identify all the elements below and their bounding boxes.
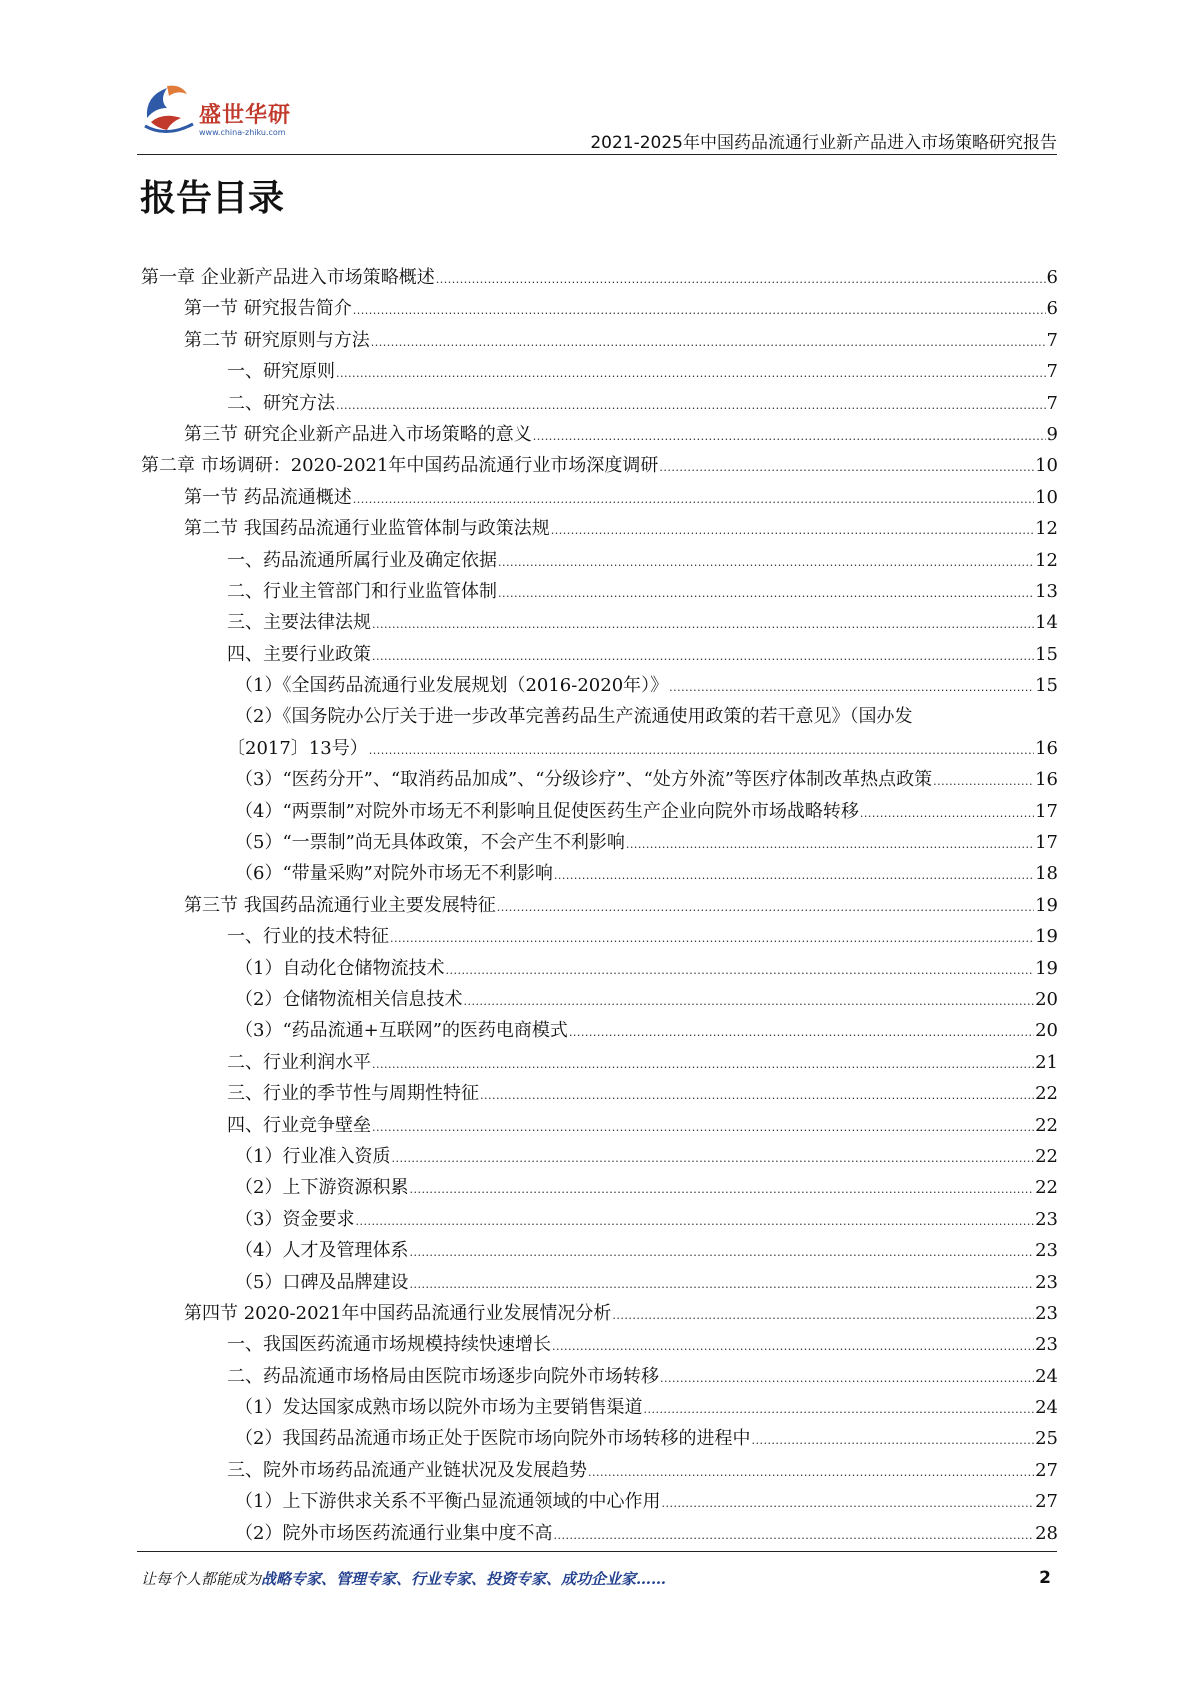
toc-entry[interactable]: [141, 1267, 1058, 1298]
toc-entry-text: 第四节 2020-2021年中国药品流通行业发展情况分析: [184, 1302, 612, 1324]
toc-leader-dots: [669, 672, 1034, 703]
toc-leader-dots: [353, 295, 1046, 326]
toc-entry[interactable]: [141, 1172, 1058, 1203]
toc-leader-dots: [498, 547, 1034, 578]
toc-page-number: 23: [1035, 1208, 1058, 1230]
toc-leader-dots: [409, 1237, 1034, 1268]
toc-page-number: 27: [1035, 1491, 1058, 1513]
toc-page-number: 12: [1035, 518, 1058, 540]
toc-leader-dots: [659, 452, 1034, 483]
toc-entry[interactable]: [141, 670, 1058, 701]
toc-entry-text: 一、行业的技术特征: [227, 926, 389, 948]
toc-leader-dots: [661, 1488, 1034, 1519]
toc-entry[interactable]: [141, 984, 1058, 1015]
toc-entry-text: （3）“医药分开”、“取消药品加成”、“分级诊疗”、“处方外流”等医疗体制改革热点政策: [235, 769, 933, 791]
toc-leader-dots: [336, 390, 1046, 421]
toc-entry-text: （4）人才及管理体系: [235, 1240, 409, 1262]
toc-page-number: 15: [1035, 643, 1058, 665]
footer-divider: [137, 1551, 1057, 1552]
toc-page-number: 17: [1035, 800, 1058, 822]
toc-entry-text: （2）上下游资源积累: [235, 1177, 409, 1199]
toc-entry[interactable]: [141, 827, 1058, 858]
toc-page-number: 19: [1035, 957, 1058, 979]
toc-entry-text: （5）口碑及品牌建设: [235, 1271, 409, 1293]
toc-page-number: 27: [1035, 1459, 1058, 1481]
toc-leader-dots: [372, 1049, 1034, 1080]
toc-entry[interactable]: [141, 1141, 1058, 1172]
toc-leader-dots: [860, 798, 1034, 829]
toc-leader-dots: [751, 1425, 1034, 1456]
toc-page-number: 10: [1035, 455, 1058, 477]
toc-entry[interactable]: [141, 796, 1058, 827]
toc-entry[interactable]: [141, 890, 1058, 921]
toc-entry-text: 三、主要法律法规: [227, 612, 371, 634]
toc-entry-text: 第二节 研究原则与方法: [184, 329, 370, 351]
toc-entry[interactable]: [141, 262, 1058, 293]
logo-emblem-icon: [137, 78, 201, 142]
toc-leader-dots: [409, 1269, 1034, 1300]
toc-leader-dots: [391, 1143, 1034, 1174]
toc-entry-text: 二、药品流通市场格局由医院市场逐步向院外市场转移: [227, 1365, 659, 1387]
toc-leader-dots: [372, 641, 1034, 672]
report-title: 2021-2025年中国药品流通行业新产品进入市场策略研究报告: [590, 133, 1057, 153]
toc-leader-dots: [933, 766, 1034, 797]
toc-entry-text: （3）资金要求: [235, 1208, 355, 1230]
toc-page-number: 7: [1046, 361, 1058, 383]
toc-entry-text: （2）我国药品流通市场正处于医院市场向院外市场转移的进程中: [235, 1428, 751, 1450]
toc-page-number: 23: [1035, 1240, 1058, 1262]
toc-entry-text: 第一章 企业新产品进入市场策略概述: [141, 267, 435, 288]
toc-page-number: 22: [1035, 1177, 1058, 1199]
toc-entry-text: 第二节 我国药品流通行业监管体制与政策法规: [184, 518, 550, 540]
toc-entry-text: （1）自动化仓储物流技术: [235, 957, 445, 979]
toc-leader-dots: [588, 1457, 1034, 1488]
toc-entry[interactable]: [141, 701, 1058, 732]
toc-page-number: 22: [1035, 1145, 1058, 1167]
toc-entry[interactable]: [141, 1329, 1058, 1360]
toc-leader-dots: [626, 829, 1034, 860]
toc-leader-dots: [643, 1394, 1034, 1425]
logo-text: 盛世华研: [199, 103, 292, 128]
toc-leader-dots: [372, 1112, 1034, 1143]
toc-page-number: 19: [1035, 894, 1058, 916]
toc-leader-dots: [497, 892, 1034, 923]
toc-page-number: 23: [1035, 1302, 1058, 1324]
toc-entry[interactable]: [141, 921, 1058, 952]
toc-leader-dots: [612, 1300, 1034, 1331]
toc-entry-text: 第一节 药品流通概述: [184, 486, 352, 508]
toc-leader-dots: [390, 923, 1034, 954]
toc-leader-dots: [498, 578, 1034, 609]
toc-entry[interactable]: [141, 1015, 1058, 1046]
toc-page-number: 13: [1035, 580, 1058, 602]
toc-entry[interactable]: [141, 1235, 1058, 1266]
toc-entry[interactable]: [141, 764, 1058, 795]
toc-page-number: 7: [1046, 329, 1058, 351]
page-header: [137, 78, 1057, 158]
toc-entry-text: 一、研究原则: [227, 361, 335, 383]
toc-page-number: 16: [1035, 737, 1058, 759]
toc-entry-text: （2）《国务院办公厅关于进一步改革完善药品生产流通使用政策的若干意见》（国办发: [235, 706, 913, 728]
toc-entry[interactable]: [141, 1078, 1058, 1109]
toc-entry[interactable]: [141, 545, 1058, 576]
toc-entry-text: 第三节 研究企业新产品进入市场策略的意义: [184, 423, 532, 445]
toc-page-number: 10: [1035, 486, 1058, 508]
toc-entry-text: 二、行业主管部门和行业监管体制: [227, 580, 497, 602]
toc-page-number: 24: [1035, 1365, 1058, 1387]
toc-page-number: 14: [1035, 612, 1058, 634]
toc-entry[interactable]: [141, 1047, 1058, 1078]
toc-entry[interactable]: [141, 1423, 1058, 1454]
toc-entry[interactable]: [141, 419, 1058, 450]
toc-leader-dots: [445, 955, 1034, 986]
toc-leader-dots: [533, 421, 1046, 452]
toc-entry[interactable]: [141, 1204, 1058, 1235]
toc-entry[interactable]: [141, 1455, 1058, 1486]
toc-entry[interactable]: [141, 733, 1058, 764]
toc-page-number: 21: [1035, 1051, 1058, 1073]
toc-entry[interactable]: [141, 388, 1058, 419]
toc-entry-text: 四、行业竞争壁垒: [227, 1114, 371, 1136]
toc-page-number: 12: [1035, 549, 1058, 571]
toc-entry[interactable]: [141, 953, 1058, 984]
toc-page-number: 23: [1035, 1334, 1058, 1356]
toc-leader-dots: [551, 515, 1034, 546]
footer-slogan-highlight: 战略专家、管理专家、行业专家、投资专家、成功企业家……: [261, 1570, 667, 1588]
toc-page-number: 9: [1046, 423, 1058, 445]
toc-entry-text: 二、研究方法: [227, 392, 335, 414]
page-number: 2: [1039, 1568, 1051, 1588]
toc-entry-text: 第三节 我国药品流通行业主要发展特征: [184, 894, 496, 916]
toc-entry[interactable]: [141, 1361, 1058, 1392]
toc-entry[interactable]: [141, 1486, 1058, 1517]
toc-entry-text: （5）“一票制”尚无具体政策，不会产生不利影响: [235, 832, 625, 854]
toc-entry-text: 三、行业的季节性与周期性特征: [227, 1083, 479, 1105]
toc-entry-text: （1）《全国药品流通行业发展规划（2016-2020年）》: [235, 675, 669, 697]
toc-leader-dots: [552, 1331, 1034, 1362]
toc-leader-dots: [409, 1174, 1034, 1205]
toc-page-number: 22: [1035, 1114, 1058, 1136]
toc-leader-dots: [355, 1206, 1034, 1237]
toc-page-number: 20: [1035, 988, 1058, 1010]
toc-page-number: 18: [1035, 863, 1058, 885]
toc-entry[interactable]: [141, 325, 1058, 356]
toc-leader-dots: [369, 735, 1034, 766]
toc-entry[interactable]: [141, 1518, 1058, 1549]
toc-entry-text: （3）“药品流通+互联网”的医药电商模式: [235, 1020, 568, 1042]
toc-page-number: 22: [1035, 1083, 1058, 1105]
table-of-contents: [141, 262, 1058, 1549]
toc-entry[interactable]: [141, 1110, 1058, 1141]
toc-page-number: 23: [1035, 1271, 1058, 1293]
toc-entry-text: 二、行业利润水平: [227, 1051, 371, 1073]
toc-entry[interactable]: [141, 293, 1058, 324]
toc-entry-text: （2）院外市场医药流通行业集中度不高: [235, 1522, 553, 1544]
toc-entry[interactable]: [141, 639, 1058, 670]
toc-leader-dots: [553, 1520, 1034, 1551]
toc-entry[interactable]: [141, 858, 1058, 889]
page-title: 报告目录: [140, 178, 285, 219]
toc-entry-text: 一、我国医药流通市场规模持续快速增长: [227, 1334, 551, 1356]
toc-page-number: 19: [1035, 926, 1058, 948]
toc-entry[interactable]: [141, 576, 1058, 607]
toc-entry-text: 四、主要行业政策: [227, 643, 371, 665]
toc-entry-text: 三、院外市场药品流通产业链状况及发展趋势: [227, 1459, 587, 1481]
toc-page-number: 20: [1035, 1020, 1058, 1042]
toc-page-number: 17: [1035, 832, 1058, 854]
toc-page-number: 7: [1046, 392, 1058, 414]
toc-entry[interactable]: [141, 450, 1058, 481]
toc-entry-text: （1）上下游供求关系不平衡凸显流通领域的中心作用: [235, 1491, 661, 1513]
toc-page-number: 15: [1035, 675, 1058, 697]
toc-entry[interactable]: [141, 482, 1058, 513]
toc-leader-dots: [372, 609, 1034, 640]
toc-page-number: 16: [1035, 769, 1058, 791]
toc-page-number: 24: [1035, 1397, 1058, 1419]
page-footer: [141, 1568, 1051, 1592]
toc-entry[interactable]: [141, 1298, 1058, 1329]
toc-page-number: 25: [1035, 1428, 1058, 1450]
toc-entry-text: （4）“两票制”对院外市场无不利影响且促使医药生产企业向院外市场战略转移: [235, 800, 859, 822]
toc-entry-text: （1）发达国家成熟市场以院外市场为主要销售渠道: [235, 1397, 643, 1419]
toc-leader-dots: [463, 986, 1034, 1017]
toc-entry[interactable]: [141, 356, 1058, 387]
toc-page-number: 6: [1046, 298, 1058, 320]
header-divider: [137, 154, 1057, 155]
toc-entry-text: 一、药品流通所属行业及确定依据: [227, 549, 497, 571]
toc-entry[interactable]: [141, 1392, 1058, 1423]
toc-entry-text: （1）行业准入资质: [235, 1145, 391, 1167]
toc-entry-text: 第二章 市场调研：2020-2021年中国药品流通行业市场深度调研: [141, 455, 659, 477]
footer-slogan-prefix: 让每个人都能成为: [141, 1570, 262, 1588]
toc-entry-text: 〔2017〕13号）: [227, 737, 368, 759]
toc-leader-dots: [353, 484, 1034, 515]
toc-leader-dots: [371, 327, 1046, 358]
toc-entry-text: （6）“带量采购”对院外市场无不利影响: [235, 863, 553, 885]
toc-page-number: 28: [1035, 1522, 1058, 1544]
toc-leader-dots: [660, 1363, 1034, 1394]
toc-entry[interactable]: [141, 513, 1058, 544]
toc-leader-dots: [569, 1017, 1034, 1048]
toc-entry[interactable]: [141, 607, 1058, 638]
toc-leader-dots: [480, 1080, 1034, 1111]
toc-leader-dots: [336, 358, 1046, 389]
logo-url: www.china-zhiku.com: [199, 128, 286, 137]
toc-page-number: 6: [1046, 267, 1058, 288]
company-logo: [137, 78, 312, 148]
toc-entry-text: （2）仓储物流相关信息技术: [235, 988, 463, 1010]
toc-leader-dots: [436, 264, 1046, 295]
toc-entry-text: 第一节 研究报告简介: [184, 298, 352, 320]
toc-leader-dots: [554, 860, 1034, 891]
